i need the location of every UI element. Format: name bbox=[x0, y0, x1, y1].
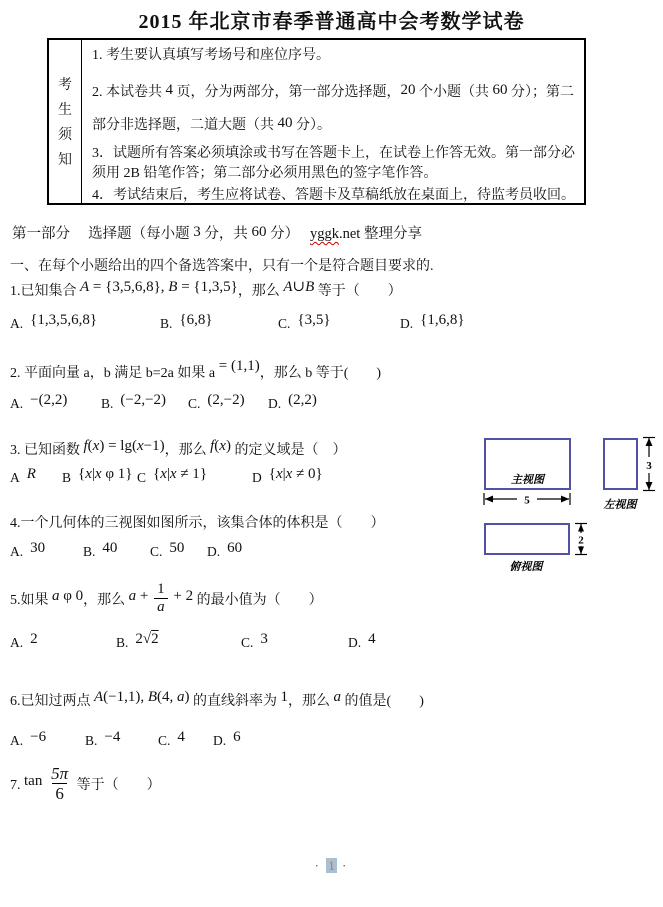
side-view-label: 左视图 bbox=[603, 499, 637, 511]
option-label: B. bbox=[160, 316, 173, 331]
text-segment: 3 bbox=[193, 224, 201, 240]
option-label: C. bbox=[150, 544, 163, 559]
text-segment: 4.一个几何体的三视图如图所示，该集合体的体积是（ ） bbox=[10, 516, 385, 531]
option-label: C. bbox=[188, 396, 201, 411]
option-B bbox=[160, 312, 278, 333]
option-C bbox=[241, 630, 348, 652]
text-segment: A bbox=[94, 689, 104, 705]
text-segment: 7. bbox=[10, 778, 24, 793]
notice-side-char: 知 bbox=[58, 153, 72, 168]
text-segment: ，那么 bbox=[164, 443, 211, 458]
text-segment: a bbox=[333, 689, 342, 705]
text-segment: x bbox=[285, 466, 293, 482]
text-segment: 2 bbox=[30, 630, 38, 647]
question-stem bbox=[10, 279, 485, 304]
text-segment: 4 bbox=[165, 82, 173, 98]
text-segment: a bbox=[52, 587, 60, 604]
question-stem bbox=[10, 358, 485, 386]
footer-left-dot: · bbox=[314, 858, 321, 873]
text-segment: + bbox=[136, 587, 153, 604]
text-segment: 的值是( ) bbox=[341, 694, 424, 709]
text-segment: 6 bbox=[233, 729, 241, 745]
text-segment: | bbox=[91, 466, 95, 482]
options-row bbox=[10, 540, 485, 561]
text-segment: .net bbox=[339, 226, 361, 242]
side-height-dimension-arrow bbox=[642, 436, 656, 492]
text-segment: 页，分为两部分，第一部分选择题， bbox=[173, 85, 401, 100]
text-segment: + 2 bbox=[169, 587, 194, 604]
fraction-denominator: a bbox=[154, 598, 168, 616]
options-row bbox=[10, 466, 485, 487]
text-segment: φ 0 bbox=[59, 587, 84, 604]
text-segment: ，那么 bbox=[237, 284, 284, 299]
text-segment: { bbox=[268, 466, 276, 482]
text-segment: B bbox=[147, 689, 158, 705]
text-segment: f bbox=[83, 438, 88, 454]
front-view-rect bbox=[484, 438, 571, 490]
option-D bbox=[348, 630, 485, 652]
options-row bbox=[10, 729, 485, 750]
text-segment: 3 bbox=[260, 630, 268, 647]
option-label: D. bbox=[213, 733, 227, 748]
text-segment: ≠ 1 bbox=[176, 466, 200, 482]
text-segment: a bbox=[128, 587, 137, 604]
text-segment: 6.已知过两点 bbox=[10, 694, 94, 709]
text-segment: | bbox=[282, 466, 286, 482]
option-label: B. bbox=[85, 733, 98, 748]
option-label: A. bbox=[10, 733, 24, 748]
question-q3 bbox=[10, 438, 485, 487]
section-header bbox=[12, 222, 422, 243]
option-D bbox=[207, 540, 485, 561]
text-segment: (−1,1), bbox=[103, 689, 148, 705]
option-label: D bbox=[252, 470, 262, 485]
text-segment: 的最小值为（ ） bbox=[193, 592, 323, 608]
text-segment: 2 bbox=[151, 630, 159, 647]
question-stem bbox=[10, 583, 485, 619]
text-segment: 个小题（共 bbox=[415, 85, 493, 100]
text-segment: 60 bbox=[251, 224, 267, 240]
text-segment: 60 bbox=[492, 82, 508, 98]
text-segment: 40 bbox=[277, 115, 293, 131]
option-label: C. bbox=[278, 316, 291, 331]
text-segment: } bbox=[125, 466, 133, 482]
text-segment: 分，共 bbox=[200, 226, 252, 242]
notice-side-char: 考 bbox=[58, 78, 72, 93]
text-segment: } bbox=[199, 466, 208, 482]
question-stem bbox=[10, 438, 485, 463]
text-segment: 4 bbox=[368, 630, 376, 647]
text-segment: (2,−2) bbox=[207, 392, 245, 408]
text-segment: (2,2) bbox=[288, 392, 317, 408]
text-segment: x bbox=[275, 466, 283, 482]
notice-items bbox=[82, 40, 584, 203]
fraction-numerator: 5π bbox=[51, 763, 69, 783]
text-segment: 30 bbox=[30, 540, 46, 556]
option-B bbox=[85, 729, 158, 750]
text-segment: ∪ bbox=[292, 279, 306, 295]
text-segment: ≠ 0 bbox=[292, 466, 316, 482]
text-segment: 2. 平面向量 a，b 满足 b=2a 如果 a bbox=[10, 366, 216, 381]
text-segment: (−2,−2) bbox=[120, 392, 167, 408]
options-row bbox=[10, 312, 485, 333]
options-row bbox=[10, 630, 485, 652]
option-D bbox=[252, 466, 485, 487]
text-segment: x bbox=[92, 438, 100, 454]
text-segment: 60 bbox=[227, 540, 243, 556]
question-q7 bbox=[10, 763, 485, 808]
option-C bbox=[278, 312, 400, 333]
front-view-label: 主视图 bbox=[511, 474, 544, 486]
text-segment: yggk bbox=[310, 226, 339, 242]
text-segment: 分）。 bbox=[292, 118, 331, 133]
text-segment: φ 1 bbox=[101, 466, 126, 482]
option-label: D. bbox=[348, 634, 362, 650]
option-A bbox=[10, 466, 62, 487]
fraction bbox=[154, 581, 168, 617]
text-segment: | bbox=[166, 466, 170, 482]
question-q5 bbox=[10, 583, 485, 652]
text-segment: = (1,1) bbox=[215, 358, 260, 374]
text-segment: } bbox=[315, 466, 323, 482]
text-segment: = {1,3,5} bbox=[177, 279, 238, 295]
text-segment: 4 bbox=[177, 729, 185, 745]
text-segment: 的直线斜率为 bbox=[189, 694, 281, 709]
text-segment: x bbox=[219, 438, 226, 454]
text-segment: x bbox=[160, 466, 167, 482]
notice-side-char: 生 bbox=[58, 103, 72, 118]
text-segment: x bbox=[169, 466, 177, 482]
option-label: A. bbox=[10, 396, 24, 411]
option-D bbox=[400, 312, 485, 333]
text-segment: ，那么 bbox=[288, 694, 334, 709]
text-segment: 20 bbox=[400, 82, 416, 98]
text-segment: A bbox=[283, 279, 293, 295]
option-label: C. bbox=[158, 733, 171, 748]
option-B bbox=[101, 392, 188, 413]
footer-right-dot: · bbox=[342, 858, 349, 873]
text-segment: 2 bbox=[135, 630, 143, 647]
options-row bbox=[10, 392, 485, 413]
option-B bbox=[116, 630, 241, 652]
top-view-label: 俯视图 bbox=[509, 561, 543, 573]
text-segment: −4 bbox=[104, 729, 121, 745]
text-segment: x bbox=[136, 438, 144, 454]
text-segment: 5.如果 bbox=[10, 592, 52, 608]
option-A bbox=[10, 312, 160, 333]
option-label: A. bbox=[10, 634, 24, 650]
top-height-dimension-arrow bbox=[574, 522, 588, 556]
option-label: A bbox=[10, 470, 20, 485]
section-intro: 一、在每个小题给出的四个备选答案中，只有一个是符合题目要求的. bbox=[10, 259, 434, 274]
text-segment: 分） bbox=[266, 226, 310, 242]
text-segment: {1,6,8} bbox=[420, 312, 465, 328]
option-label: A. bbox=[10, 316, 24, 331]
text-segment: 40 bbox=[102, 540, 118, 556]
text-segment: 等于（ ） bbox=[314, 284, 402, 299]
option-label: D. bbox=[400, 316, 414, 331]
option-C bbox=[137, 466, 252, 487]
text-segment: 50 bbox=[169, 540, 185, 556]
option-C bbox=[158, 729, 213, 750]
notice-item-4 bbox=[92, 186, 575, 203]
front-width-value: 5 bbox=[524, 494, 530, 506]
option-A bbox=[10, 392, 101, 413]
text-segment: A bbox=[80, 279, 90, 295]
text-segment: 整理分享 bbox=[360, 226, 422, 242]
fraction-numerator: 1 bbox=[157, 581, 165, 597]
text-segment: { bbox=[153, 466, 161, 482]
option-D bbox=[213, 729, 485, 750]
option-B bbox=[83, 540, 150, 561]
option-A bbox=[10, 540, 83, 561]
text-segment: 3. 已知函数 bbox=[10, 443, 84, 458]
option-label: B. bbox=[101, 396, 114, 411]
text-segment: ) = lg( bbox=[99, 438, 137, 454]
text-segment: 4．考试结束后，考生应将试卷、答题卡及草稿纸放在桌面上，待监考员收回。 bbox=[92, 188, 575, 203]
option-A bbox=[10, 729, 85, 750]
text-segment: 1.已知集合 bbox=[10, 284, 80, 299]
notice-item-1 bbox=[92, 46, 575, 66]
text-segment: = {3,5,6,8}, bbox=[89, 279, 169, 295]
text-segment: ，那么 b 等于( ) bbox=[259, 366, 382, 381]
text-segment: R bbox=[26, 466, 36, 482]
question-stem bbox=[10, 763, 485, 808]
page-number: 1 bbox=[328, 858, 335, 873]
text-segment: ) bbox=[184, 689, 190, 705]
text-segment: B bbox=[168, 279, 178, 295]
option-label: D. bbox=[268, 396, 282, 411]
fraction-denominator: 6 bbox=[52, 783, 67, 804]
question-stem bbox=[10, 689, 485, 714]
text-segment: { bbox=[78, 466, 86, 482]
text-segment: ( bbox=[214, 438, 220, 454]
text-segment: −1) bbox=[143, 438, 165, 454]
option-B bbox=[62, 466, 137, 487]
option-label: A. bbox=[10, 544, 24, 559]
option-label: C. bbox=[241, 634, 254, 650]
text-segment: ) bbox=[225, 438, 231, 454]
option-A bbox=[10, 630, 116, 652]
option-label: B bbox=[62, 470, 72, 485]
option-D bbox=[268, 392, 485, 413]
side-view-rect bbox=[603, 438, 638, 490]
text-segment: {3,5} bbox=[297, 312, 331, 328]
text-segment: 2. 本试卷共 bbox=[92, 85, 166, 100]
text-segment: √ bbox=[142, 630, 152, 647]
option-label: B. bbox=[116, 634, 129, 650]
question-stem bbox=[10, 511, 485, 536]
question-q1 bbox=[10, 279, 485, 333]
question-q4 bbox=[10, 511, 485, 561]
text-segment: {6,8} bbox=[179, 312, 213, 328]
text-segment: a bbox=[177, 689, 185, 705]
page-title: 2015 年北京市春季普通高中会考数学试卷 bbox=[138, 11, 525, 33]
option-label: B. bbox=[83, 544, 96, 559]
text-segment: B bbox=[305, 279, 315, 295]
text-segment: x bbox=[85, 466, 92, 482]
text-segment: 等于（ ） bbox=[73, 778, 161, 793]
text-segment: (4, bbox=[157, 689, 178, 705]
text-segment: ( bbox=[87, 438, 93, 454]
front-width-dimension-arrow bbox=[483, 492, 571, 506]
text-segment: −6 bbox=[30, 729, 47, 745]
text-segment: 第一部分 选择题（每小题 bbox=[12, 226, 194, 242]
side-height-value: 3 bbox=[646, 460, 652, 472]
text-segment: −(2,2) bbox=[30, 392, 68, 408]
question-q6 bbox=[10, 689, 485, 750]
text-segment: 1. 考生要认真填写考场号和座位序号。 bbox=[92, 48, 330, 63]
text-segment: ，那么 bbox=[83, 592, 129, 608]
option-label: D. bbox=[207, 544, 221, 559]
text-segment: 分）；第二部分非选择题，二道大题（共 bbox=[92, 85, 574, 133]
option-label: C bbox=[137, 470, 147, 485]
fraction bbox=[48, 764, 71, 804]
notice-item-2 bbox=[92, 76, 575, 142]
top-view-rect bbox=[484, 523, 570, 555]
text-segment: 3．试题所有答案必须填涂或书写在答题卡上，在试卷上作答无效。第一部分必须用 2B 铅笔作答；第二部分必须用黑色的签字笔作答。 bbox=[92, 146, 575, 181]
text-segment: f bbox=[210, 438, 215, 454]
notice-side-char: 须 bbox=[58, 128, 72, 143]
text-segment: x bbox=[94, 466, 102, 482]
question-q2 bbox=[10, 358, 485, 413]
page-footer bbox=[0, 858, 663, 874]
option-C bbox=[150, 540, 207, 561]
option-C bbox=[188, 392, 268, 413]
notice-item-3 bbox=[92, 144, 575, 184]
text-segment: {1,3,5,6,8} bbox=[30, 312, 98, 328]
three-view-diagram bbox=[480, 430, 663, 582]
notice-box bbox=[47, 38, 586, 205]
text-segment: 1 bbox=[280, 689, 289, 705]
notice-side-label bbox=[49, 40, 82, 203]
text-segment: 的定义域是（ ） bbox=[230, 443, 347, 458]
text-segment: tan bbox=[24, 773, 47, 789]
top-height-value: 2 bbox=[578, 534, 584, 547]
